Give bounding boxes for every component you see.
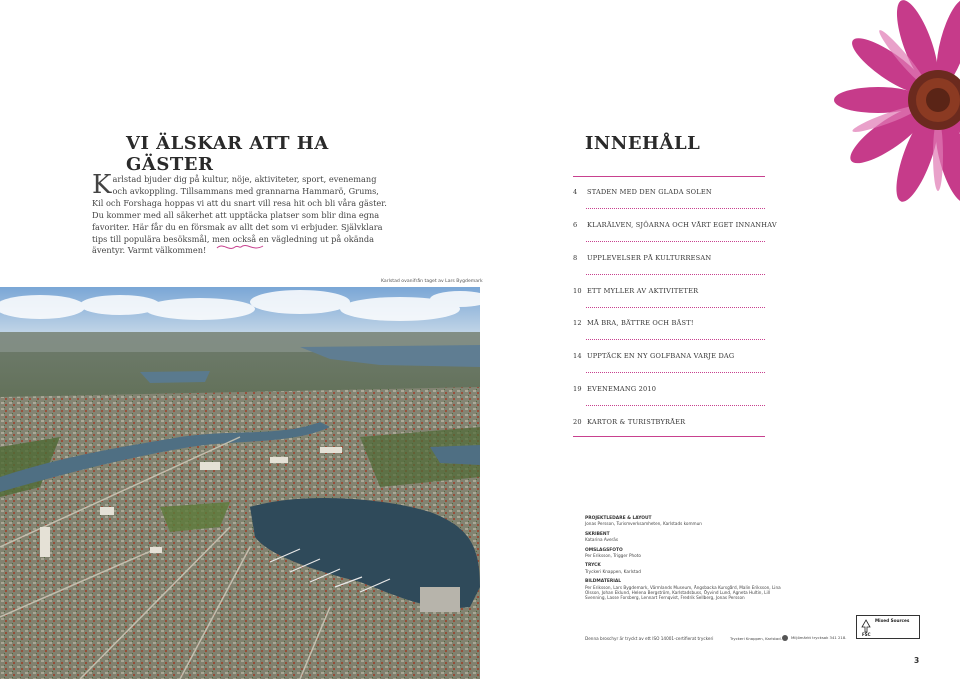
toc-page-number: 8 <box>573 254 578 262</box>
toc-divider <box>586 372 765 373</box>
toc-page-number: 12 <box>573 319 582 327</box>
toc-label: ETT MYLLER AV AKTIVITETER <box>587 287 699 295</box>
credit-text: Katarina Averäs <box>585 537 619 543</box>
photo-caption: Karlstad ovanifrån taget av Lars Bygdemark <box>381 279 483 284</box>
credit-entry <box>585 563 785 574</box>
printer-credit: Tryckeri Knappen, Karlstad. <box>730 636 782 641</box>
credit-heading: PROJEKTLEDARE & LAYOUT <box>585 516 652 521</box>
fsc-text: FSC <box>862 632 871 637</box>
toc-divider <box>586 208 765 209</box>
toc-divider <box>586 339 765 340</box>
toc-top-rule <box>573 176 765 177</box>
toc-divider <box>586 274 765 275</box>
toc-label: STADEN MED DEN GLADA SOLEN <box>587 188 712 196</box>
page-number: 3 <box>914 656 920 665</box>
fsc-title: Mixed Sources <box>875 618 910 623</box>
toc-label: UPPLEVELSER PÅ KULTURRESAN <box>587 254 712 262</box>
credit-text: Per Eriksson, Lars Bygdemark, Värmlands Museum, Ängsbacka Kursgård, Malin Eriksson, Lina Olsson, Johan Eklund, Helena Bergström, Karlstadsbuss, Öyvind Lund, Agneta Hultin, Lill Svenning, Lasse Forsberg, Lennart Fernqvist, Fredrik Sellberg, Jonas Persson <box>585 584 781 601</box>
toc-label: UPPTÄCK EN NY GOLFBANA VARJE DAG <box>587 352 735 360</box>
aerial-city-photo <box>0 287 480 679</box>
credit-text: Jonas Persson, Turismverksamheten, Karlstads kommun <box>585 521 702 527</box>
eco-label <box>782 635 846 641</box>
toc-label: EVENEMANG 2010 <box>587 385 657 393</box>
toc-item[interactable] <box>573 221 777 253</box>
toc-item[interactable] <box>573 188 765 220</box>
credit-heading: SKRIBENT <box>585 531 610 537</box>
drop-cap: K <box>92 170 112 200</box>
toc-item[interactable] <box>573 254 765 286</box>
toc-page-number: 6 <box>573 221 578 229</box>
toc-bottom-rule <box>573 436 765 437</box>
toc-divider <box>586 405 765 406</box>
eco-label-text: Miljömärkt trycksak 341 218. <box>791 635 847 640</box>
credit-entry <box>585 548 785 559</box>
page-title-right: INNEHÅLL <box>585 133 701 154</box>
iso-note: Denna broschyr är tryckt av ett ISO 14001-certifierat tryckeri <box>585 636 714 641</box>
toc-label: KLARÄLVEN, SJÖARNA OCH VÅRT EGET INNANHAV <box>587 221 777 229</box>
toc-item[interactable] <box>573 352 765 384</box>
credit-entry <box>585 532 785 543</box>
toc-page-number: 19 <box>573 385 582 393</box>
credit-text: Tryckeri Knappen, Karlstad <box>585 568 641 574</box>
page-title-left: VI ÄLSKAR ATT HA GÄSTER <box>126 133 329 175</box>
credit-heading: BILDMATERIAL <box>585 579 622 585</box>
toc-page-number: 10 <box>573 287 582 295</box>
fsc-logo <box>856 615 920 639</box>
toc-page-number: 20 <box>573 418 582 426</box>
flower-decoration <box>820 0 960 240</box>
toc-item[interactable] <box>573 418 765 450</box>
credit-entry <box>585 516 785 527</box>
toc-item[interactable] <box>573 385 765 417</box>
toc-divider <box>586 307 765 308</box>
credit-heading: OMSLAGSFOTO <box>585 547 623 553</box>
toc-page-number: 4 <box>573 188 578 196</box>
flourish-ornament <box>215 242 265 252</box>
toc-label: MÅ BRA, BÄTTRE OCH BÄST! <box>587 319 694 327</box>
credit-entry <box>585 579 785 601</box>
fsc-tree-icon <box>860 619 872 633</box>
toc-page-number: 14 <box>573 352 582 360</box>
swan-ecolabel-icon <box>782 635 788 641</box>
credits-block <box>585 516 785 606</box>
credit-heading: TRYCK <box>585 563 601 569</box>
intro-text: arlstad bjuder dig på kultur, nöje, aktiviteter, sport, evenemang och avkoppling. Tillsammans med grannarna Hammarö, Grums, Kil och Forshaga hoppas vi att du snart vill resa hit och bli våra gäster. Du kommer med all säkerhet att upptäcka platser som blir dina egna favoriter. Här får du en försmak av allt det som vi erbjuder. Självklara tips till populära besöksmål, men också en vägledning ut på okända äventyr. Varmt välkommen! <box>92 174 387 256</box>
toc-label: KARTOR & TURISTBYRÅER <box>587 418 686 426</box>
toc-item[interactable] <box>573 287 765 319</box>
toc-divider <box>586 241 765 242</box>
toc-item[interactable] <box>573 319 765 351</box>
credit-text: Per Eriksson, Trigger Photo <box>585 553 641 559</box>
